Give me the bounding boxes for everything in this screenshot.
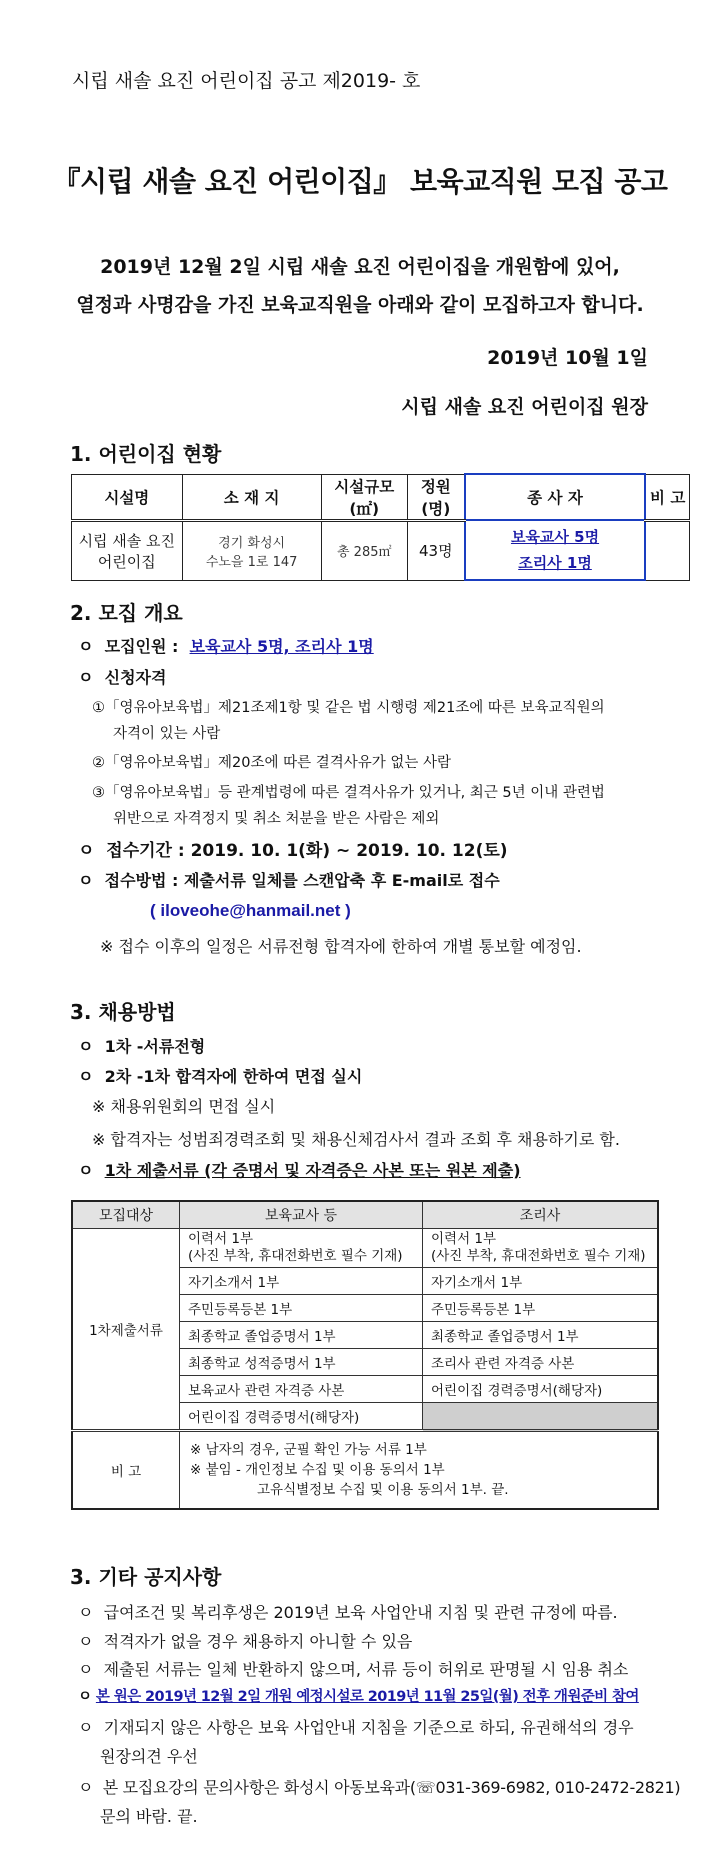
application-email: ( iloveohe@hanmail.net )	[150, 901, 351, 920]
facility-table	[71, 473, 690, 581]
facility-size: 총 285㎡	[321, 520, 407, 580]
docs-col-target: 모집대상	[72, 1201, 180, 1229]
docs-heading: ㅇ 1차 제출서류 (각 증명서 및 자격증은 사본 또는 원본 제출)	[78, 1161, 521, 1180]
teacher-doc-license: 보육교사 관련 자격증 사본	[180, 1376, 423, 1403]
facility-capacity: 43명	[407, 520, 464, 580]
notice-item-6-cont: 문의 바람. 끝.	[100, 1807, 198, 1826]
remark-label: 비 고	[72, 1431, 180, 1510]
notice-item-2: ㅇ 적격자가 없을 경우 채용하지 아니할 수 있음	[78, 1632, 413, 1651]
cook-doc-license: 조리사 관련 자격증 사본	[423, 1349, 659, 1376]
section4-heading: 3. 기타 공지사항	[70, 1565, 222, 1589]
application-method: ㅇ 접수방법 : 제출서류 일체를 스캔압축 후 E-mail로 접수	[78, 871, 500, 890]
intro-line-2: 열정과 사명감을 가진 보육교직원을 아래와 같이 모집하고자 합니다.	[76, 294, 644, 316]
qualification-3: ③「영유아보육법」등 관계법령에 따른 결격사유가 있거나, 최근 5년 이내 관련법	[92, 785, 605, 801]
cook-doc-career: 어린이집 경력증명서(해당자)	[423, 1376, 659, 1403]
facility-address: 경기 화성시 수노을 1로 147	[182, 520, 321, 580]
notice-item-5-cont: 원장의견 우선	[100, 1747, 198, 1766]
section1-heading: 1. 어린이집 현황	[70, 442, 222, 466]
hiring-note: ※ 합격자는 성범죄경력조회 및 채용신체검사서 결과 조회 후 채용하기로 함.	[92, 1130, 620, 1149]
schedule-note: ※ 접수 이후의 일정은 서류전형 합격자에 한하여 개별 통보할 예정임.	[100, 937, 582, 956]
recruit-count-value: 보육교사 5명, 조리사 1명	[189, 637, 374, 656]
step-1: ㅇ 1차 -서류전형	[78, 1037, 206, 1056]
qualification-3-cont: 위반으로 자격정지 및 취소 처분을 받은 사람은 제외	[113, 811, 440, 827]
qualification-heading: ㅇ 신청자격	[78, 668, 167, 687]
cook-doc-resident: 주민등록등본 1부	[423, 1295, 659, 1322]
docs-row-label: 1차제출서류	[72, 1229, 180, 1431]
col-note: 비 고	[645, 474, 689, 520]
documents-table	[71, 1200, 659, 1510]
col-staff: 종 사 자	[465, 474, 646, 520]
interview-note: ※ 채용위원회의 면접 실시	[92, 1097, 276, 1116]
application-period: ㅇ 접수기간 : 2019. 10. 1(화) ~ 2019. 10. 12(토)	[78, 841, 508, 861]
cook-doc-intro: 자기소개서 1부	[423, 1268, 659, 1295]
docs-col-teacher: 보육교사 등	[180, 1201, 423, 1229]
teacher-doc-graduation: 최종학교 졸업증명서 1부	[180, 1322, 423, 1349]
section3-heading: 3. 채용방법	[70, 1000, 176, 1024]
section2-heading: 2. 모집 개요	[70, 601, 183, 625]
cook-doc-empty	[423, 1403, 659, 1431]
facility-name: 시립 새솔 요진 어린이집	[72, 520, 183, 580]
step-2: ㅇ 2차 -1차 합격자에 한하여 면접 실시	[78, 1067, 363, 1086]
cook-doc-graduation: 최종학교 졸업증명서 1부	[423, 1322, 659, 1349]
teacher-doc-career: 어린이집 경력증명서(해당자)	[180, 1403, 423, 1431]
notice-item-5: ㅇ 기재되지 않은 사항은 보육 사업안내 지침을 기준으로 하되, 유권해석의 경우	[78, 1718, 634, 1737]
teacher-doc-resident: 주민등록등본 1부	[180, 1295, 423, 1322]
intro-line-1: 2019년 12월 2일 시립 새솔 요진 어린이집을 개원함에 있어,	[100, 256, 620, 278]
recruit-count: ㅇ 모집인원 : 보육교사 5명, 조리사 1명	[78, 637, 374, 656]
qualification-1-cont: 자격이 있는 사람	[113, 726, 221, 742]
facility-note	[645, 520, 689, 580]
notice-item-1: ㅇ 급여조건 및 복리후생은 2019년 보육 사업안내 지침 및 관련 규정에 따름.	[78, 1603, 618, 1622]
teacher-doc-transcript: 최종학교 성적증명서 1부	[180, 1349, 423, 1376]
cook-doc-resume: 이력서 1부 (사진 부착, 휴대전화번호 필수 기재)	[423, 1229, 659, 1268]
qualification-2: ②「영유아보육법」제20조에 따른 결격사유가 없는 사람	[92, 755, 452, 771]
col-capacity: 정원(명)	[407, 474, 464, 520]
col-facility-name: 시설명	[72, 474, 183, 520]
facility-staff: 보육교사 5명 조리사 1명	[465, 520, 646, 580]
issuer: 시립 새솔 요진 어린이집 원장	[401, 396, 648, 418]
notice-number: 시립 새솔 요진 어린이집 공고 제2019- 호	[72, 70, 421, 92]
notice-date: 2019년 10월 1일	[487, 347, 648, 369]
docs-col-cook: 조리사	[423, 1201, 659, 1229]
notice-item-6: ㅇ 본 모집요강의 문의사항은 화성시 아동보육과(☏031-369-6982, 010-2472-2821)	[78, 1778, 681, 1797]
notice-item-3: ㅇ 제출된 서류는 일체 반환하지 않으며, 서류 등이 허위로 판명될 시 임용 취소	[78, 1660, 629, 1679]
col-location: 소 재 지	[182, 474, 321, 520]
page-title: 『시립 새솔 요진 어린이집』 보육교직원 모집 공고	[52, 165, 668, 198]
teacher-doc-intro: 자기소개서 1부	[180, 1268, 423, 1295]
col-size: 시설규모(㎡)	[321, 474, 407, 520]
notice-item-4: ㅇ 본 원은 2019년 12월 2일 개원 예정시설로 2019년 11월 25일(월) 전후 개원준비 참여	[78, 1689, 639, 1705]
qualification-1: ①「영유아보육법」제21조제1항 및 같은 법 시행령 제21조에 따른 보육교직원의	[92, 700, 605, 716]
teacher-doc-resume: 이력서 1부 (사진 부착, 휴대전화번호 필수 기재)	[180, 1229, 423, 1268]
remark-content: ※ 남자의 경우, 군필 확인 가능 서류 1부 ※ 붙임 - 개인정보 수집 및 이용 동의서 1부 고유식별정보 수집 및 이용 동의서 1부. 끝.	[180, 1431, 659, 1510]
